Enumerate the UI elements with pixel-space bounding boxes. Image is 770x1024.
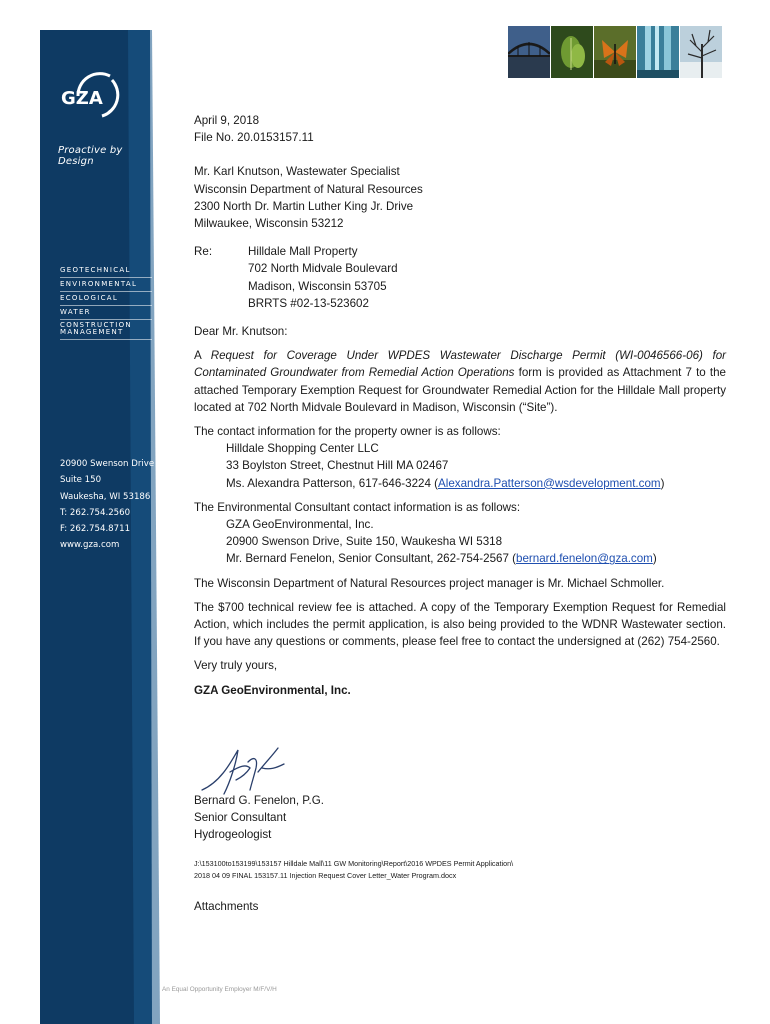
re-line-2: 702 North Midvale Boulevard <box>248 262 398 276</box>
owner-intro: The contact information for the property owner is as follows: <box>194 425 501 439</box>
salutation: Dear Mr. Knutson: <box>194 325 288 339</box>
tagline: Proactive by Design <box>58 145 123 167</box>
owner-email-link[interactable]: Alexandra.Patterson@wsdevelopment.com <box>438 476 661 490</box>
paragraph-request <box>194 347 726 416</box>
office-address <box>60 456 160 554</box>
svg-text:GZA: GZA <box>61 88 103 109</box>
re-line-1: Hilldale Mall Property <box>248 245 358 259</box>
recipient-line-2: Wisconsin Department of Natural Resources <box>194 182 423 196</box>
service-construction-management: CONSTRUCTION MANAGEMENT <box>60 320 152 340</box>
address-phone: T: 262.754.2560 <box>60 507 131 518</box>
address-suite: Suite 150 <box>60 475 102 486</box>
photo-strip <box>508 26 722 78</box>
consultant-intro: The Environmental Consultant contact information is as follows: <box>194 500 521 514</box>
owner-name: Hilldale Shopping Center LLC <box>226 442 379 456</box>
service-environmental: ENVIRONMENTAL <box>60 278 152 292</box>
project-manager-line: The Wisconsin Department of Natural Resources project manager is Mr. Michael Schmoller. <box>194 576 665 590</box>
consultant-contact-suffix: ) <box>652 552 657 566</box>
permit-title: Request for Coverage Under WPDES Wastewater Discharge Permit (WI-0046566-06) for Contaminated Groundwater from Remedial Action Operations <box>194 349 726 380</box>
fee-paragraph: The $700 technical review fee is attached. A copy of the Temporary Exemption Request for Remedial Action, which includes the permit application, is also being provided to the WDNR Wastewater section. If you have any questions or comments, please feel free to contact the undersigned at (262) 754-2560. <box>194 600 726 649</box>
file-path-line-2: 2018 04 09 FINAL 153157.11 Injection Request Cover Letter_Water Program.docx <box>194 871 457 880</box>
re-label: Re: <box>194 245 213 259</box>
re-block <box>194 243 726 312</box>
services-list <box>60 264 152 340</box>
para1-lead: A <box>194 349 202 363</box>
recipient-line-1: Mr. Karl Knutson, Wastewater Specialist <box>194 165 400 179</box>
footer-eoe: An Equal Opportunity Employer M/F/V/H <box>162 986 277 993</box>
recipient-line-3: 2300 North Dr. Martin Luther King Jr. Drive <box>194 199 414 213</box>
attachments-label: Attachments <box>194 900 259 913</box>
service-water: WATER <box>60 306 152 320</box>
plant-photo <box>551 26 593 78</box>
owner-contact <box>194 475 726 492</box>
consultant-name: GZA GeoEnvironmental, Inc. <box>226 518 374 532</box>
consultant-address: 20900 Swenson Drive, Suite 150, Waukesha WI 5318 <box>226 535 503 549</box>
service-geotechnical: GEOTECHNICAL <box>60 264 152 278</box>
address-fax: F: 262.754.8711 <box>60 524 131 535</box>
signer-role: Hydrogeologist <box>194 828 272 842</box>
consultant-email-link[interactable]: bernard.fenelon@gza.com <box>516 552 653 566</box>
file-number: File No. 20.0153157.11 <box>194 131 314 145</box>
butterfly-photo <box>594 26 636 78</box>
consultant-contact-prefix: Mr. Bernard Fenelon, Senior Consultant, 262-754-2567 ( <box>226 552 517 566</box>
file-path-line-1: J:\153100to153199\153157 Hilldale Mall\11 GW Monitoring\Report\2016 WPDES Permit Application\ <box>194 859 514 868</box>
letter-body <box>194 112 726 699</box>
consultant-contact <box>194 550 726 567</box>
address-street: 20900 Swenson Drive <box>60 459 155 469</box>
tree-photo <box>680 26 722 78</box>
re-line-4: BRRTS #02-13-523602 <box>248 296 369 310</box>
closing: Very truly yours, <box>194 659 278 673</box>
owner-address: 33 Boylston Street, Chestnut Hill MA 02467 <box>226 459 449 473</box>
owner-contact-suffix: ) <box>660 476 665 490</box>
letter-date: April 9, 2018 <box>194 114 260 127</box>
address-city: Waukesha, WI 53186 <box>60 491 151 502</box>
sidebar <box>0 0 160 1024</box>
bridge-photo <box>508 26 550 78</box>
signer-title: Senior Consultant <box>194 811 287 825</box>
para1-rest: form is provided as Attachment 7 to the attached Temporary Exemption Request for Groundwater Remedial Action for the Hilldale Mall property located at 702 North Midvale Boulevard in Madison, Wisconsin (“Site”). <box>194 366 726 414</box>
service-ecological: ECOLOGICAL <box>60 292 152 306</box>
recipient-line-4: Milwaukee, Wisconsin 53212 <box>194 217 344 231</box>
owner-contact-prefix: Ms. Alexandra Patterson, 617-646-3224 ( <box>226 476 439 490</box>
signer-name: Bernard G. Fenelon, P.G. <box>194 794 324 807</box>
re-line-3: Madison, Wisconsin 53705 <box>248 279 387 293</box>
company-name: GZA GeoEnvironmental, Inc. <box>194 683 351 697</box>
document-file-path <box>194 858 513 882</box>
signer-block <box>194 792 324 844</box>
gza-logo <box>58 66 128 126</box>
address-website: www.gza.com <box>60 540 120 551</box>
waterfall-photo <box>637 26 679 78</box>
